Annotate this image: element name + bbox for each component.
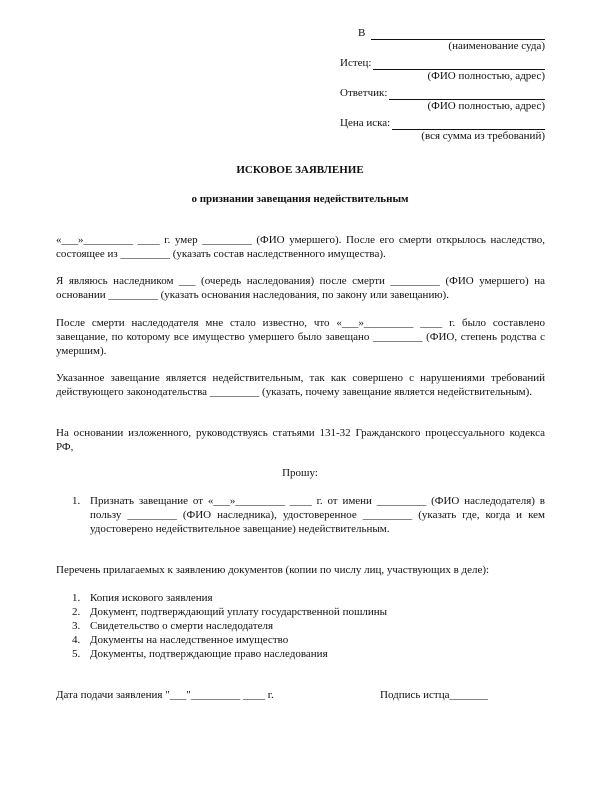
attachment-number: 4. — [72, 634, 81, 646]
attachment-text: Документ, подтверждающий уплату государственной пошлины — [90, 606, 388, 618]
paragraph-invalid: Указанное завещание является недействительным, так как совершено с нарушениями требований действующего законодательства _________ (указать, почему завещание является недействительным). — [56, 372, 545, 398]
price-hint: (вся сумма из требований) — [421, 130, 545, 142]
defendant-hint: (ФИО полностью, адрес) — [427, 100, 545, 112]
request-number: 1. — [72, 495, 81, 507]
defendant-label: Ответчик: — [340, 87, 388, 99]
request-heading: Прошу: — [282, 467, 318, 479]
attachment-number: 3. — [72, 620, 81, 632]
request-item — [72, 494, 545, 536]
plaintiff-signature: Подпись истца_______ — [380, 689, 488, 701]
court-header — [340, 26, 545, 143]
attachment-item — [72, 633, 545, 647]
attachment-number: 2. — [72, 606, 81, 618]
attachments-intro: Перечень прилагаемых к заявлению документов (копии по числу лиц, участвующих в деле): — [56, 564, 490, 576]
defendant-line — [340, 86, 545, 100]
paragraph-will: После смерти наследодателя мне стало известно, что «___»_________ ____ г. было составлено завещание, по которому все имущество умершего было завещано _________ (ФИО, степень родства с умершим). — [56, 317, 545, 357]
attachment-item — [72, 647, 545, 661]
paragraph-death: «___»_________ ____ г. умер _________ (ФИО умершего). После его смерти открылось наследство, состоящее из _________ (указать состав наследственного имущества). — [56, 234, 545, 260]
request-list — [72, 494, 545, 536]
court-prefix: В — [358, 27, 366, 39]
defendant-underline — [389, 88, 545, 100]
attachment-item — [72, 591, 545, 605]
court-underline — [371, 28, 545, 40]
plaintiff-line — [340, 56, 545, 70]
attachment-item — [72, 605, 545, 619]
plaintiff-hint: (ФИО полностью, адрес) — [427, 70, 545, 82]
attachment-text: Документы, подтверждающие право наследования — [90, 648, 328, 660]
court-line — [358, 26, 545, 40]
document-subtitle: о признании завещания недействительным — [191, 193, 409, 205]
paragraph-heir: Я являюсь наследником ___ (очередь наследования) после смерти _________ (ФИО умершего) на основании _________ (указать основания наследования, по закону или завещанию). — [56, 275, 545, 301]
attachments-list — [72, 591, 545, 661]
document-title: ИСКОВОЕ ЗАЯВЛЕНИЕ — [236, 164, 364, 176]
attachment-item — [72, 619, 545, 633]
attachment-number: 5. — [72, 648, 81, 660]
price-label: Цена иска: — [340, 117, 391, 129]
price-underline — [392, 118, 545, 130]
filing-date: Дата подачи заявления "___"_________ ____ г. — [56, 689, 274, 701]
court-hint: (наименование суда) — [448, 40, 545, 52]
paragraph-basis: На основании изложенного, руководствуясь статьями 131-32 Гражданского процессуального кодекса РФ, — [56, 427, 545, 453]
attachment-text: Копия искового заявления — [90, 592, 213, 604]
plaintiff-label: Истец: — [340, 57, 372, 69]
request-text: Признать завещание от «___»_________ ____ г. от имени _________ (ФИО наследодателя) в пользу _________ (ФИО наследника), удостоверенное _________ (указать где, когда и кем удостоверено недействительное завещание) недействительным. — [90, 495, 545, 535]
price-line — [340, 116, 545, 130]
attachment-number: 1. — [72, 592, 81, 604]
attachment-text: Свидетельство о смерти наследодателя — [90, 620, 274, 632]
attachment-text: Документы на наследственное имущество — [90, 634, 289, 646]
plaintiff-underline — [373, 58, 545, 70]
